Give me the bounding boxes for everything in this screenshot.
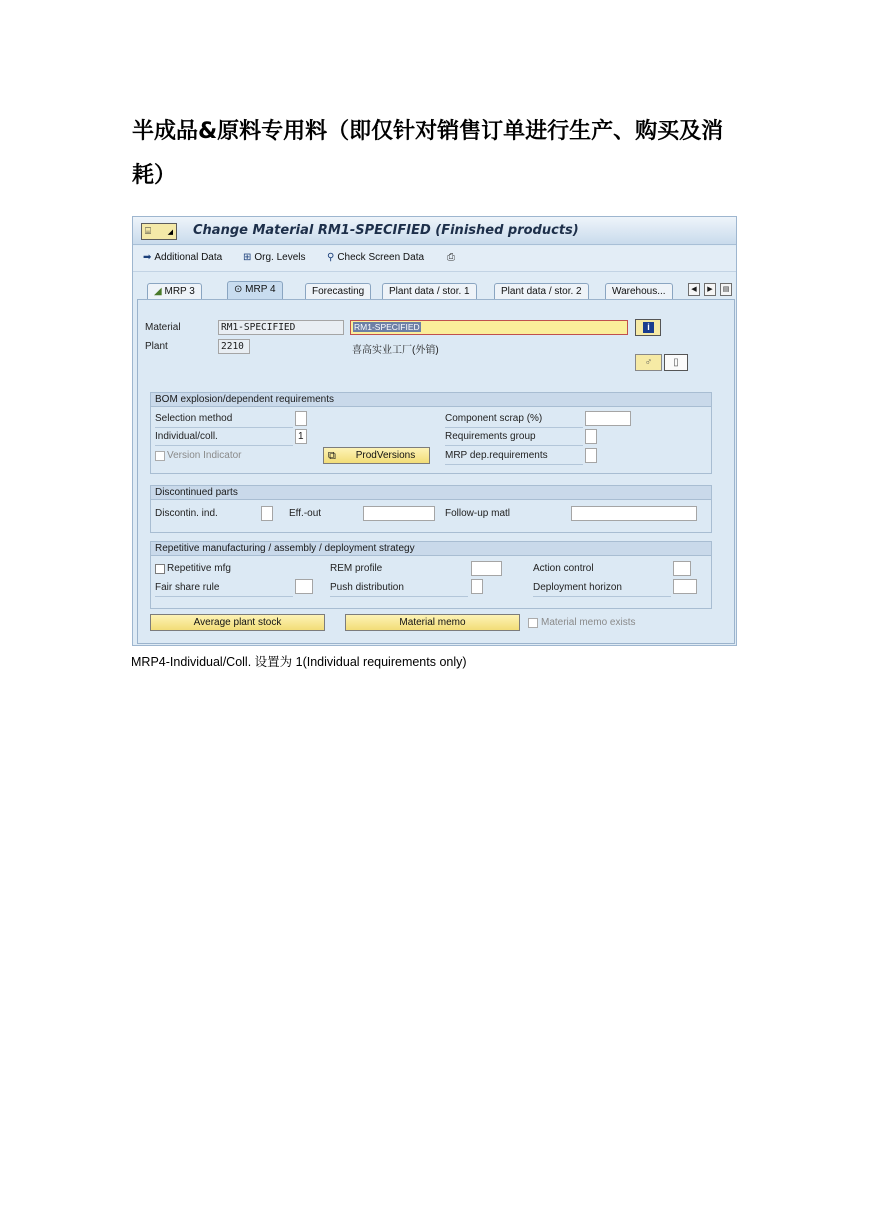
- tab-mrp4[interactable]: ⊙ MRP 4: [227, 281, 283, 299]
- info-button[interactable]: [635, 319, 661, 336]
- eff-out-label: Eff.-out: [289, 508, 322, 519]
- repetitive-group-title: Repetitive manufacturing / assembly / deployment strategy: [151, 542, 711, 556]
- mrp-dep-requirements-label: MRP dep.requirements: [445, 450, 548, 461]
- underline: [445, 427, 583, 428]
- plant-label: Plant: [145, 341, 168, 352]
- sap-window: [132, 216, 737, 646]
- tab-scroll-right-icon[interactable]: ▶: [704, 283, 716, 296]
- prod-versions-button[interactable]: ⧉ ProdVersions: [323, 447, 430, 464]
- mrp-dep-requirements-field[interactable]: [585, 448, 597, 463]
- window-title: Change Material RM1-SPECIFIED (Finished products): [193, 223, 579, 238]
- underline: [533, 596, 671, 597]
- additional-data-button[interactable]: ➡ Additional Data: [143, 252, 223, 263]
- rem-profile-field[interactable]: [471, 561, 502, 576]
- tab-strip: [133, 281, 737, 299]
- component-scrap-field[interactable]: [585, 411, 631, 426]
- document-caption: MRP4-Individual/Coll. 设置为 1(Individual requirements only): [131, 655, 467, 669]
- repetitive-mfg-label: Repetitive mfg: [167, 563, 231, 574]
- document-icon: ▯: [673, 357, 679, 368]
- average-plant-stock-button[interactable]: Average plant stock: [150, 614, 325, 631]
- deployment-horizon-field[interactable]: [673, 579, 697, 594]
- deployment-horizon-label: Deployment horizon: [533, 582, 622, 593]
- arrow-right-icon: ➡: [143, 252, 152, 263]
- glasses-icon: ♂: [644, 357, 653, 368]
- plant-description: 喜高实业工厂(外销): [352, 345, 439, 356]
- underline: [445, 445, 583, 446]
- push-distribution-field[interactable]: [471, 579, 483, 594]
- printer-icon: ⎙: [447, 252, 455, 263]
- underline: [155, 427, 293, 428]
- discontin-ind-field[interactable]: [261, 506, 273, 521]
- push-distribution-label: Push distribution: [330, 582, 404, 593]
- repetitive-manufacturing-group: [150, 541, 712, 609]
- action-control-field[interactable]: [673, 561, 691, 576]
- check-icon: ⚲: [327, 252, 335, 263]
- versions-icon: ⧉: [328, 450, 336, 462]
- tab-forecasting[interactable]: Forecasting: [305, 283, 371, 299]
- discontinued-parts-group: [150, 485, 712, 533]
- underline: [445, 464, 583, 465]
- action-control-label: Action control: [533, 563, 594, 574]
- bom-group-title: BOM explosion/dependent requirements: [151, 393, 711, 407]
- fair-share-rule-field[interactable]: [295, 579, 313, 594]
- underline: [155, 596, 293, 597]
- application-toolbar: [133, 246, 737, 272]
- tab-list-icon[interactable]: ▤: [720, 283, 732, 296]
- component-scrap-label: Component scrap (%): [445, 413, 543, 424]
- tab-mrp3[interactable]: ◢ MRP 3: [147, 283, 202, 299]
- glasses-button[interactable]: [635, 354, 662, 371]
- tab-plant-data-stor1[interactable]: Plant data / stor. 1: [382, 283, 477, 299]
- version-indicator-checkbox[interactable]: [155, 451, 165, 461]
- follow-up-matl-field[interactable]: [571, 506, 697, 521]
- info-icon: i: [643, 322, 654, 333]
- system-menu-button[interactable]: [141, 223, 177, 240]
- selection-method-label: Selection method: [155, 413, 233, 424]
- plant-field[interactable]: 2210: [218, 339, 250, 354]
- menu-icon: ⌸: [145, 226, 151, 237]
- title-bar: [133, 217, 737, 245]
- tab-warehouse[interactable]: Warehous...: [605, 283, 673, 299]
- repetitive-mfg-checkbox[interactable]: [155, 564, 165, 574]
- material-label: Material: [145, 322, 181, 333]
- rem-profile-label: REM profile: [330, 563, 383, 574]
- material-memo-button[interactable]: Material memo: [345, 614, 520, 631]
- new-document-button[interactable]: [664, 354, 688, 371]
- version-indicator-label: Version Indicator: [167, 450, 242, 461]
- discontin-ind-label: Discontin. ind.: [155, 508, 218, 519]
- individual-coll-field[interactable]: 1: [295, 429, 307, 444]
- material-memo-exists-checkbox: [528, 618, 538, 628]
- bom-explosion-group: [150, 392, 712, 474]
- material-description-field[interactable]: RM1-SPECIFIED: [350, 320, 628, 335]
- tab-scroll-left-icon[interactable]: ◀: [688, 283, 700, 296]
- material-field[interactable]: RM1-SPECIFIED: [218, 320, 344, 335]
- document-heading: 半成品&原料专用料（即仅针对销售订单进行生产、购买及消耗）: [132, 119, 724, 188]
- discontinued-group-title: Discontinued parts: [151, 486, 711, 500]
- requirements-group-label: Requirements group: [445, 431, 536, 442]
- selection-method-field[interactable]: [295, 411, 307, 426]
- underline: [330, 596, 468, 597]
- check-screen-data-button[interactable]: ⚲ Check Screen Data: [327, 252, 425, 263]
- fair-share-rule-label: Fair share rule: [155, 582, 220, 593]
- eff-out-field[interactable]: [363, 506, 435, 521]
- tab-status-icon: ◢: [154, 286, 162, 297]
- material-memo-exists-label: Material memo exists: [541, 617, 636, 628]
- tab-content-panel: [137, 299, 735, 644]
- dropdown-arrow-icon: ◢: [167, 229, 173, 236]
- current-tab-icon: ⊙: [234, 284, 243, 295]
- org-structure-icon: ⊞: [243, 252, 252, 263]
- org-levels-button[interactable]: ⊞ Org. Levels: [243, 252, 306, 263]
- individual-coll-label: Individual/coll.: [155, 431, 218, 442]
- requirements-group-field[interactable]: [585, 429, 597, 444]
- tab-plant-data-stor2[interactable]: Plant data / stor. 2: [494, 283, 589, 299]
- print-button[interactable]: [447, 252, 458, 266]
- follow-up-matl-label: Follow-up matl: [445, 508, 511, 519]
- underline: [155, 445, 293, 446]
